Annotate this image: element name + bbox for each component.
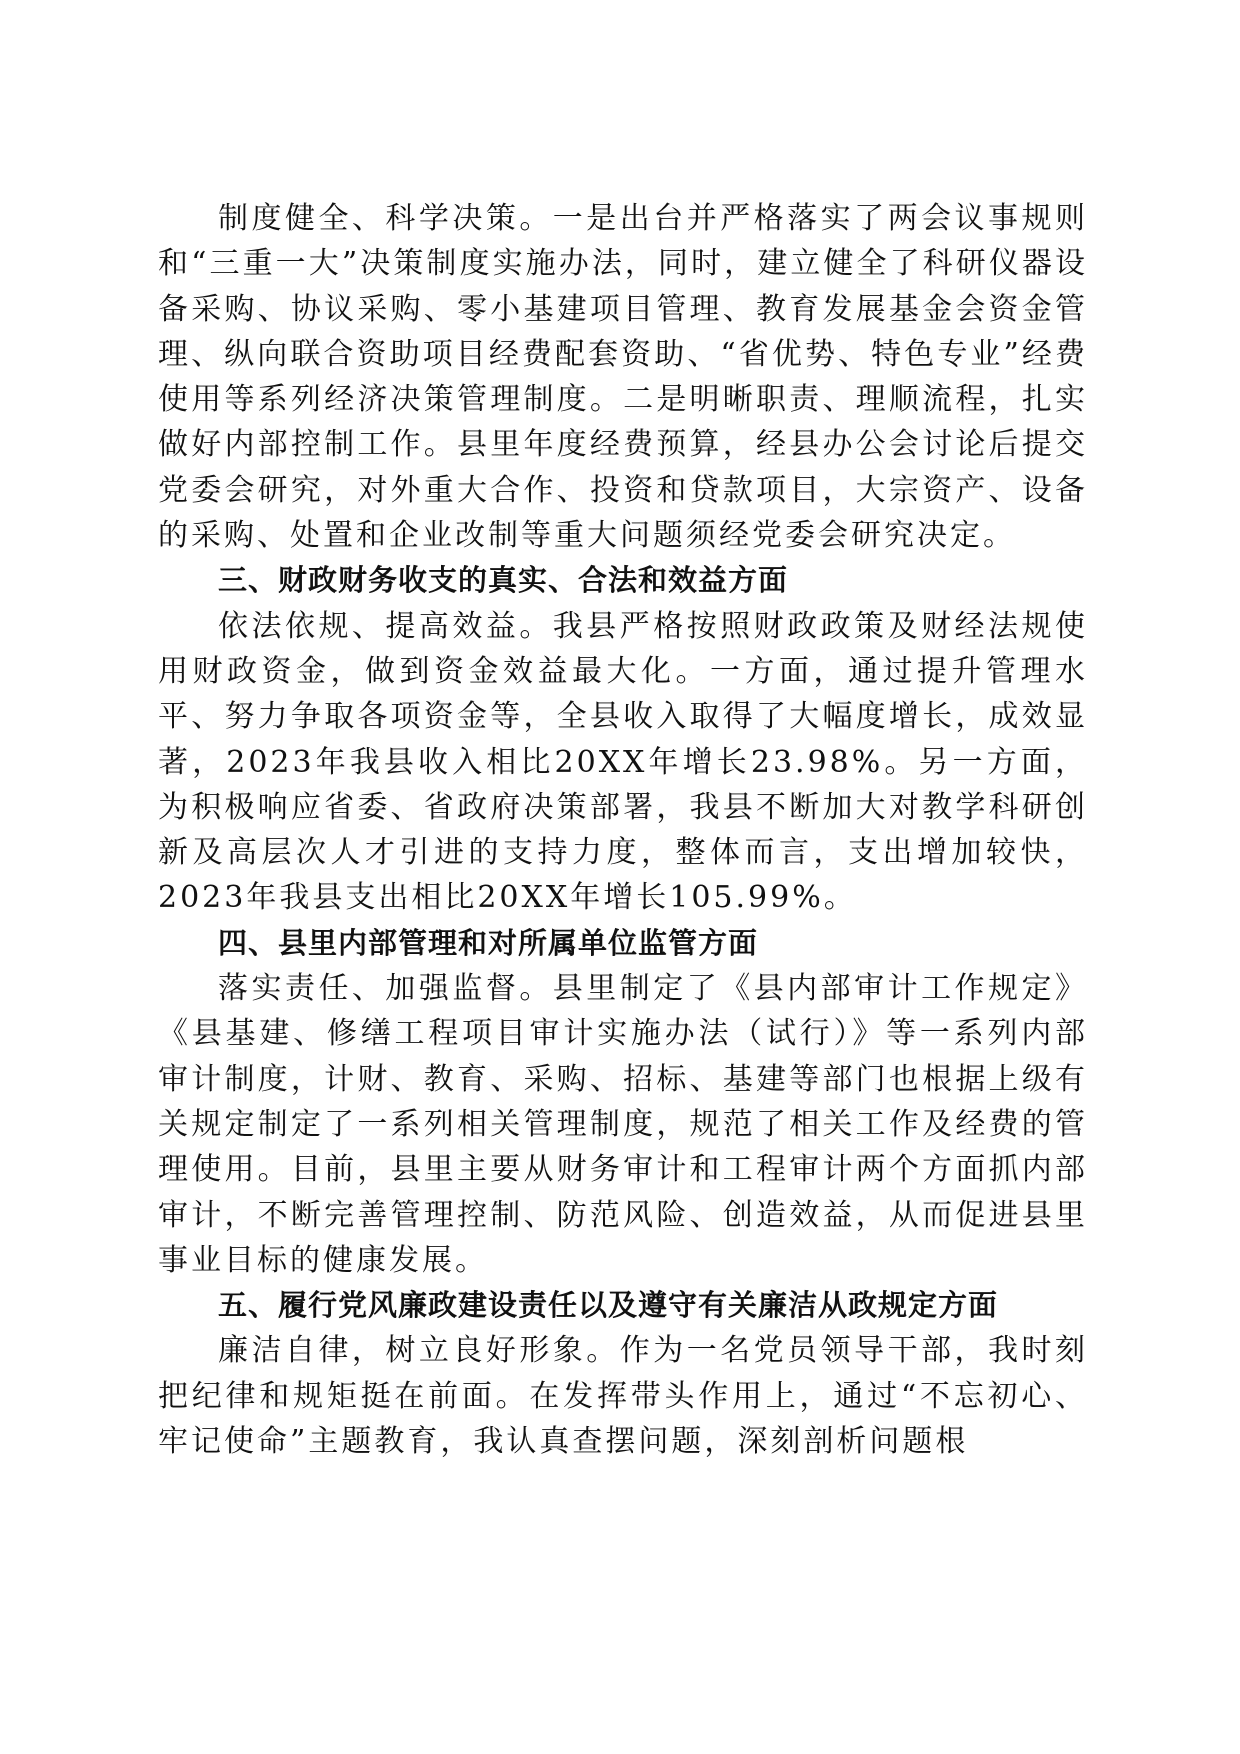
paragraph-internal-management: 落实责任、加强监督。县里制定了《县内部审计工作规定》《县基建、修缮工程项目审计实施办法（试行）》等一系列内部审计制度，计财、教育、采购、招标、基建等部门也根据上级有关规定制定了一系列相关管理制度，规范了相关工作及经费的管理使用。目前，县里主要从财务审计和工程审计两个方面抓内部审计，不断完善管理控制、防范风险、创造效益，从而促进县里事业目标的健康发展。 [158, 971, 1088, 1278]
heading-section-5: 五、履行党风廉政建设责任以及遵守有关廉洁从政规定方面 [218, 1288, 999, 1323]
heading-section-3: 三、财政财务收支的真实、合法和效益方面 [218, 563, 789, 598]
document-body [158, 196, 1088, 1464]
paragraph-finance: 依法依规、提高效益。我县严格按照财政政策及财经法规使用财政资金，做到资金效益最大化。一方面，通过提升管理水平、努力争取各项资金等，全县收入取得了大幅度增长，成效显著，2023年我县收入相比20XX年增长23.98%。另一方面，为积极响应省委、省政府决策部署，我县不断加大对教学科研创新及高层次人才引进的支持力度，整体而言，支出增加较快，2023年我县支出相比20XX年增长105.99%。 [158, 608, 1088, 916]
paragraph-decision-system: 制度健全、科学决策。一是出台并严格落实了两会议事规则和“三重一大”决策制度实施办法，同时，建立健全了科研仪器设备采购、协议采购、零小基建项目管理、教育发展基金会资金管理、纵向联合资助项目经费配套资助、“省优势、特色专业”经费使用等系列经济决策管理制度。二是明晰职责、理顺流程，扎实做好内部控制工作。县里年度经费预算，经县办公会讨论后提交党委会研究，对外重大合作、投资和贷款项目，大宗资产、设备的采购、处置和企业改制等重大问题须经党委会研究决定。 [158, 201, 1088, 554]
paragraph-integrity: 廉洁自律，树立良好形象。作为一名党员领导干部，我时刻把纪律和规矩挺在前面。在发挥带头作用上，通过“不忘初心、牢记使命”主题教育，我认真查摆问题，深刻剖析问题根 [158, 1333, 1088, 1460]
heading-section-4: 四、县里内部管理和对所属单位监管方面 [218, 925, 759, 960]
